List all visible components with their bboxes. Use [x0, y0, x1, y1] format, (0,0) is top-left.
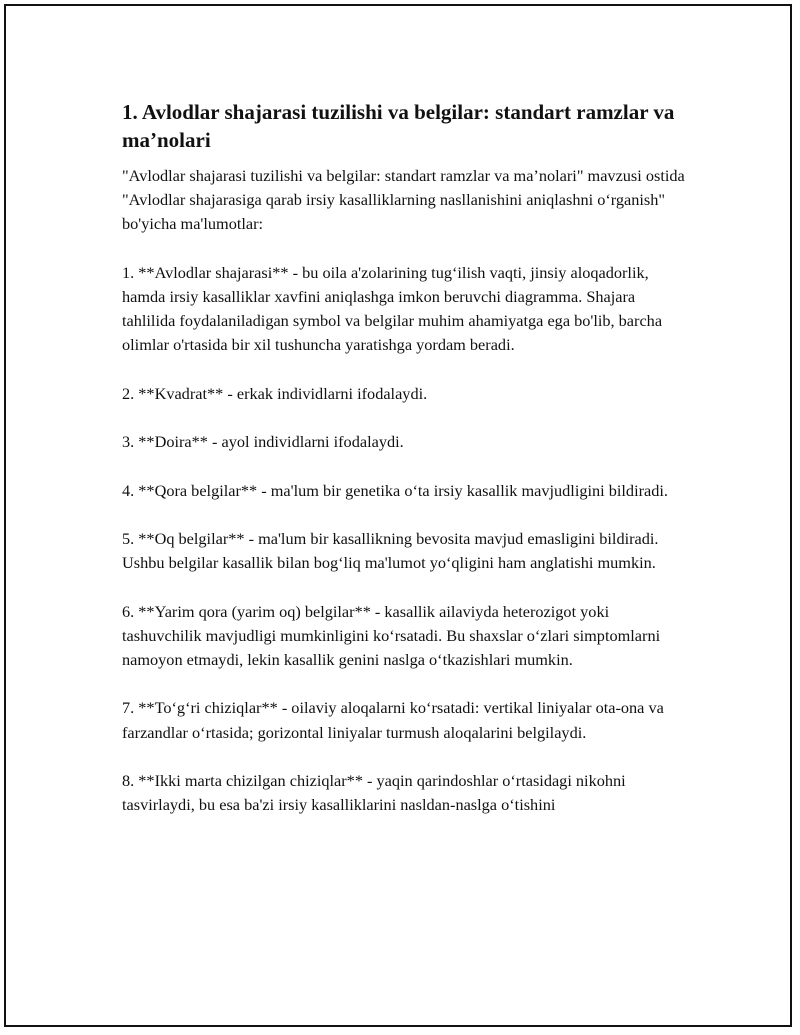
document-title: 1. Avlodlar shajarasi tuzilishi va belgilar: standart ramzlar va ma’nolari [122, 100, 675, 152]
document-content [122, 98, 692, 842]
paragraph-item-7: 7. **To‘g‘ri chiziqlar** - oilaviy aloqalarni ko‘rsatadi: vertikal liniyalar ota-ona va farzandlar o‘rtasida; gorizontal liniyalar turmush aloqalarini belgilaydi. [122, 698, 664, 742]
paragraph-item-6: 6. **Yarim qora (yarim oq) belgilar** - kasallik ailaviyda heterozigot yoki tashuvchilik mavjudligi mumkinligini ko‘rsatadi. Bu shaxslar o‘zlari simptomlarni namoyon etmaydi, lekin kasallik genini naslga o‘tkazishlari mumkin. [122, 601, 661, 669]
paragraph-item-1: 1. **Avlodlar shajarasi** - bu oila a'zolarining tug‘ilish vaqti, jinsiy aloqadorlik, hamda irsiy kasalliklar xavfini aniqlashga imkon beruvchi diagramma. Shajara tahlilida foydalaniladigan symbol va belgilar muhim ahamiyatga ega bo'lib, barcha olimlar o'rtasida bir xil tushuncha yaratishga yordam beradi. [122, 262, 663, 355]
paragraph-item-4: 4. **Qora belgilar** - ma'lum bir genetika o‘ta irsiy kasallik mavjudligini bildiradi. [122, 480, 668, 500]
paragraph-item-5: 5. **Oq belgilar** - ma'lum bir kasallikning bevosita mavjud emasligini bildiradi. Ushbu belgilar kasallik bilan bog‘liq ma'lumot yo‘qligini ham anglatishi mumkin. [122, 528, 659, 573]
paragraph-item-8: 8. **Ikki marta chizilgan chiziqlar** - yaqin qarindoshlar o‘rtasidagi nikohni tasvirlaydi, bu esa ba'zi irsiy kasalliklarini nasldan-naslga o‘tishini [122, 770, 626, 815]
paragraph-item-3: 3. **Doira** - ayol individlarni ifodalaydi. [122, 432, 404, 452]
page-frame [4, 4, 792, 1027]
paragraph-item-2: 2. **Kvadrat** - erkak individlarni ifodalaydi. [122, 383, 428, 403]
paragraph-intro: "Avlodlar shajarasi tuzilishi va belgilar: standart ramzlar va ma’nolari" mavzusi ostida "Avlodlar shajarasiga qarab irsiy kasalliklarning nasllanishini aniqlashni o‘rganish" bo'yicha ma'lumotlar: [122, 166, 685, 234]
